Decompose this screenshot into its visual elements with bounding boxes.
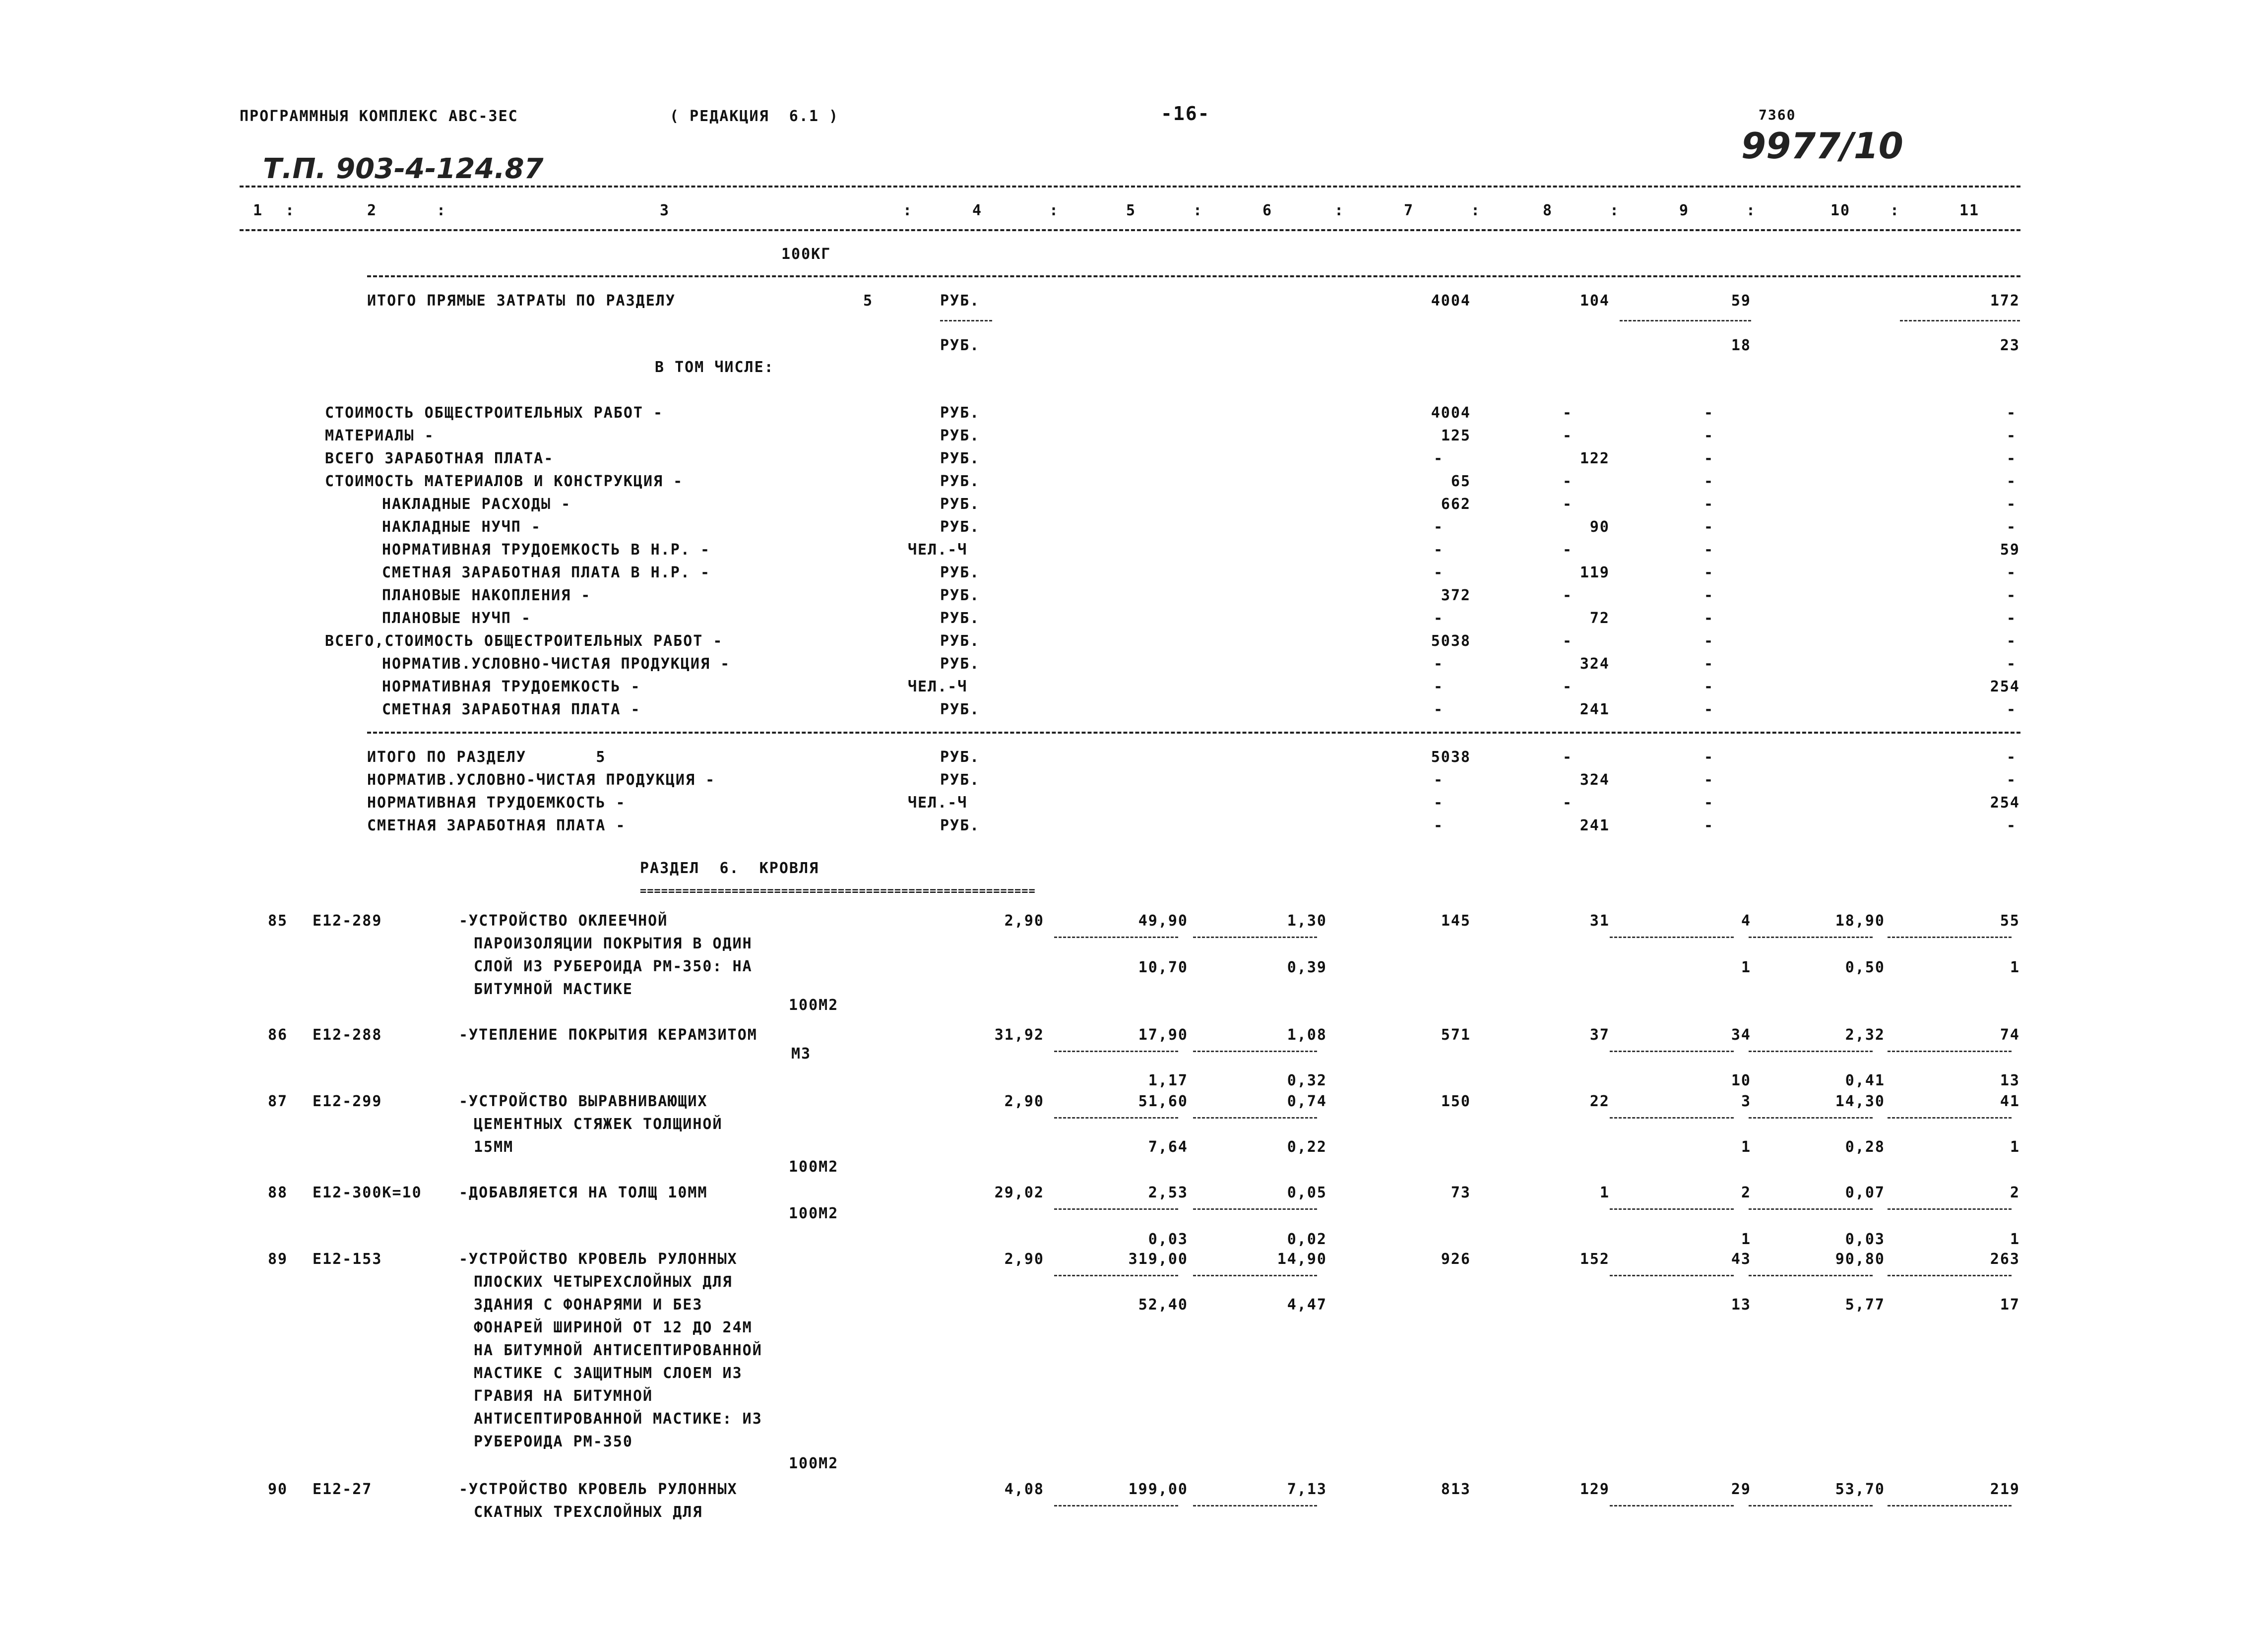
value-cell: - — [1704, 794, 1714, 812]
value-cell: - — [2007, 771, 2017, 789]
doc-code: Т.П. 903-4-124.87 — [263, 153, 544, 185]
underline-c6 — [1193, 1208, 1317, 1210]
summary-label: НОРМАТИВ.УСЛОВНО-ЧИСТАЯ ПРОДУКЦИЯ - — [367, 771, 716, 789]
value-cell: 18,90 — [1835, 912, 1885, 930]
value-cell: 74 — [2000, 1026, 2020, 1044]
value-cell: 1 — [1599, 1184, 1610, 1201]
item-description-line: МАСТИКЕ С ЗАЩИТНЫМ СЛОЕМ ИЗ — [474, 1365, 743, 1382]
value-cell: 1,17 — [1148, 1072, 1188, 1089]
breakdown-label: ПЛАНОВЫЕ НУЧП - — [382, 610, 531, 627]
breakdown-label: СТОИМОСТЬ МАТЕРИАЛОВ И КОНСТРУКЦИЯ - — [325, 473, 684, 490]
value-cell: - — [1704, 678, 1714, 695]
item-unit: 100М2 — [789, 1455, 839, 1472]
value-cell: 0,02 — [1287, 1231, 1327, 1248]
value-cell: 2,32 — [1845, 1026, 1885, 1044]
value-cell: 29 — [1731, 1481, 1751, 1498]
value-cell: 571 — [1441, 1026, 1471, 1044]
value-cell: 0,50 — [1845, 959, 1885, 976]
value-cell: 13 — [1731, 1296, 1751, 1314]
top-rule — [240, 186, 2020, 188]
unit-cell: РУБ. — [940, 564, 980, 581]
value-cell: - — [1434, 541, 1444, 559]
value-cell: - — [1704, 587, 1714, 604]
value-cell: - — [1434, 450, 1444, 467]
section6-underline: ======================================================== — [640, 886, 1036, 897]
value-cell: - — [1704, 817, 1714, 834]
value-cell: - — [1704, 655, 1714, 673]
value-cell: 5038 — [1431, 632, 1471, 650]
column-separator: : — [1193, 202, 1203, 219]
underline-c10 — [1749, 1208, 1873, 1210]
value-cell: 73 — [1450, 1184, 1471, 1201]
value-cell: - — [2007, 587, 2017, 604]
value-cell: - — [2007, 473, 2017, 490]
item-description-line: -УСТРОЙСТВО КРОВЕЛЬ РУЛОННЫХ — [459, 1481, 738, 1498]
value-cell: 4,47 — [1287, 1296, 1327, 1314]
unit-cell: РУБ. — [940, 632, 980, 650]
value-cell: 72 — [1589, 610, 1610, 627]
value-cell: - — [2007, 749, 2017, 766]
item-description-line: ЦЕМЕНТНЫХ СТЯЖЕК ТОЛЩИНОЙ — [474, 1116, 723, 1133]
column-separator: : — [1471, 202, 1481, 219]
item-number: 87 — [268, 1093, 288, 1110]
value-cell: - — [1704, 496, 1714, 513]
value-cell: - — [2007, 564, 2017, 581]
value-cell: 4004 — [1431, 404, 1471, 422]
value-cell: 199,00 — [1128, 1481, 1188, 1498]
value-cell: 3 — [1741, 1093, 1751, 1110]
column-number: 8 — [1543, 202, 1553, 219]
value-cell: 1 — [2010, 959, 2020, 976]
value-cell: 2 — [2010, 1184, 2020, 1201]
value-cell: 241 — [1579, 817, 1610, 834]
underline-c11 — [1888, 1505, 2012, 1506]
unit-cell: ЧЕЛ.-Ч — [908, 678, 968, 695]
value-cell: - — [1434, 771, 1444, 789]
archive-number: 9977/10 — [1741, 125, 1903, 167]
unit-cell: РУБ. — [940, 817, 980, 834]
value-cell: 125 — [1441, 427, 1471, 444]
underline-c6 — [1193, 1275, 1317, 1276]
value-cell: 2,90 — [1004, 1251, 1044, 1268]
unit-cell: РУБ. — [940, 587, 980, 604]
value-cell: 31 — [1589, 912, 1610, 930]
item-description-line: АНТИСЕПТИРОВАННОЙ МАСТИКЕ: ИЗ — [474, 1410, 762, 1428]
value-cell: 324 — [1579, 655, 1610, 673]
value-cell: - — [2007, 655, 2017, 673]
header-rule — [240, 229, 2020, 231]
underline-c9 — [1610, 1117, 1734, 1119]
breakdown-label: ВСЕГО ЗАРАБОТНАЯ ПЛАТА- — [325, 450, 554, 467]
item-code: Е12-299 — [313, 1093, 382, 1110]
summary-label: ИТОГО ПО РАЗДЕЛУ 5 — [367, 749, 606, 766]
unit-cell: РУБ. — [940, 496, 980, 513]
including-label: В ТОМ ЧИСЛЕ: — [655, 359, 774, 376]
underline-c10 — [1749, 1275, 1873, 1276]
value-cell: 14,30 — [1835, 1093, 1885, 1110]
value-cell: 2 — [1741, 1184, 1751, 1201]
value-cell: 0,07 — [1845, 1184, 1885, 1201]
value-cell: - — [1563, 496, 1573, 513]
underline-c6 — [1193, 1117, 1317, 1119]
value-cell: 152 — [1579, 1251, 1610, 1268]
underline-c6 — [1193, 1505, 1317, 1506]
value-cell: 0,03 — [1148, 1231, 1188, 1248]
value-cell: 29,02 — [994, 1184, 1044, 1201]
value-cell: 662 — [1441, 496, 1471, 513]
item-description-line: -ДОБАВЛЯЕТСЯ НА ТОЛЩ 10ММ — [459, 1184, 708, 1201]
value-cell: 0,03 — [1845, 1231, 1885, 1248]
value-cell: 4 — [1741, 912, 1751, 930]
unit-cell: РУБ. — [940, 655, 980, 673]
value-cell: - — [2007, 496, 2017, 513]
value-cell: 1 — [2010, 1138, 2020, 1156]
breakdown-label: НОРМАТИВ.УСЛОВНО-ЧИСТАЯ ПРОДУКЦИЯ - — [382, 655, 731, 673]
value-cell: - — [1563, 541, 1573, 559]
value-cell: 172 — [1990, 292, 2020, 310]
underline-c11 — [1888, 1117, 2012, 1119]
value-cell: 119 — [1579, 564, 1610, 581]
value-cell: - — [1563, 587, 1573, 604]
column-separator: : — [903, 202, 913, 219]
item-unit: 100М2 — [789, 997, 839, 1014]
item-unit: 100М2 — [789, 1205, 839, 1222]
item-description-line: 15ММ — [474, 1138, 514, 1156]
value-cell: 0,41 — [1845, 1072, 1885, 1089]
value-cell: 43 — [1731, 1251, 1751, 1268]
value-cell: 5038 — [1431, 749, 1471, 766]
value-cell: 10 — [1731, 1072, 1751, 1089]
underline-c6 — [1193, 1051, 1317, 1052]
value-cell: - — [2007, 632, 2017, 650]
value-cell: 31,92 — [994, 1026, 1044, 1044]
program-title: ПРОГРАММНЫЯ КОМПЛЕКС АВС-3ЕС — [240, 108, 518, 125]
column-number: 6 — [1262, 202, 1273, 219]
underline-c9 — [1620, 320, 1751, 321]
value-cell: 59 — [2000, 541, 2020, 559]
value-cell: 122 — [1579, 450, 1610, 467]
item-description-line: СЛОЙ ИЗ РУБЕРОИДА РМ-350: НА — [474, 958, 753, 975]
item-description-line: ПАРОИЗОЛЯЦИИ ПОКРЫТИЯ В ОДИН — [474, 935, 753, 952]
value-cell: 0,22 — [1287, 1138, 1327, 1156]
value-cell: 0,05 — [1287, 1184, 1327, 1201]
unit-cell: РУБ. — [940, 701, 980, 718]
column-number: 10 — [1830, 202, 1851, 219]
unit-cell: РУБ. — [940, 292, 980, 310]
value-cell: 18 — [1731, 337, 1751, 354]
value-cell: - — [1704, 473, 1714, 490]
value-cell: - — [1434, 655, 1444, 673]
value-cell: 37 — [1589, 1026, 1610, 1044]
item-description-line: ПЛОСКИХ ЧЕТЫРЕХСЛОЙНЫХ ДЛЯ — [474, 1273, 733, 1291]
value-cell: - — [1704, 427, 1714, 444]
item-number: 88 — [268, 1184, 288, 1201]
value-cell: 34 — [1731, 1026, 1751, 1044]
value-cell: - — [1434, 794, 1444, 812]
value-cell: 2,90 — [1004, 912, 1044, 930]
value-cell: - — [1704, 404, 1714, 422]
value-cell: - — [1704, 749, 1714, 766]
item-code: Е12-300К=10 — [313, 1184, 422, 1201]
value-cell: 104 — [1579, 292, 1610, 310]
underline-c11 — [1888, 937, 2012, 938]
value-cell: 0,39 — [1287, 959, 1327, 976]
item-description-line: -УСТРОЙСТВО КРОВЕЛЬ РУЛОННЫХ — [459, 1251, 738, 1268]
breakdown-label: МАТЕРИАЛЫ - — [325, 427, 435, 444]
item-number: 90 — [268, 1481, 288, 1498]
underline-c10 — [1749, 1051, 1873, 1052]
value-cell: 90,80 — [1835, 1251, 1885, 1268]
item-unit: М3 — [791, 1045, 812, 1063]
value-cell: 14,90 — [1277, 1251, 1327, 1268]
value-cell: - — [1704, 610, 1714, 627]
value-cell: 59 — [1731, 292, 1751, 310]
value-cell: - — [2007, 404, 2017, 422]
value-cell: - — [1563, 473, 1573, 490]
underline-c9 — [1610, 1505, 1734, 1506]
unit-cell: РУБ. — [940, 518, 980, 536]
page-number: -16- — [1161, 103, 1210, 125]
underline-c5 — [1054, 1275, 1178, 1276]
value-cell: 2,90 — [1004, 1093, 1044, 1110]
unit-cell: РУБ. — [940, 473, 980, 490]
section6-title: РАЗДЕЛ 6. КРОВЛЯ — [640, 860, 819, 877]
breakdown-label: СМЕТНАЯ ЗАРАБОТНАЯ ПЛАТА В Н.Р. - — [382, 564, 711, 581]
value-cell: 7,13 — [1287, 1481, 1327, 1498]
item-number: 85 — [268, 912, 288, 930]
value-cell: 90 — [1589, 518, 1610, 536]
value-cell: 7,64 — [1148, 1138, 1188, 1156]
breakdown-label: НОРМАТИВНАЯ ТРУДОЕМКОСТЬ В Н.Р. - — [382, 541, 711, 559]
value-cell: 52,40 — [1138, 1296, 1188, 1314]
value-cell: 17 — [2000, 1296, 2020, 1314]
underline-unit — [940, 320, 992, 321]
value-cell: - — [1563, 794, 1573, 812]
value-cell: - — [2007, 450, 2017, 467]
breakdown-label: ВСЕГО,СТОИМОСТЬ ОБЩЕСТРОИТЕЛЬНЫХ РАБОТ - — [325, 632, 723, 650]
section5-total-rule — [367, 275, 2020, 277]
value-cell: 145 — [1441, 912, 1471, 930]
column-separator: : — [1746, 202, 1757, 219]
value-cell: - — [1704, 564, 1714, 581]
unit-cell: ЧЕЛ.-Ч — [908, 541, 968, 559]
edition-label: ( РЕДАКЦИЯ 6.1 ) — [670, 108, 839, 125]
underline-c10 — [1749, 1117, 1873, 1119]
underline-c11 — [1900, 320, 2020, 321]
value-cell: 55 — [2000, 912, 2020, 930]
value-cell: - — [2007, 817, 2017, 834]
item-description-line: ГРАВИЯ НА БИТУМНОЙ — [474, 1387, 653, 1405]
underline-c9 — [1610, 1208, 1734, 1210]
value-cell: - — [1434, 701, 1444, 718]
underline-c9 — [1610, 1051, 1734, 1052]
item-code: Е12-288 — [313, 1026, 382, 1044]
item-description-line: СКАТНЫХ ТРЕХСЛОЙНЫХ ДЛЯ — [474, 1504, 703, 1521]
item-unit: 100М2 — [789, 1158, 839, 1176]
column-separator: : — [1049, 202, 1060, 219]
value-cell: 254 — [1990, 678, 2020, 695]
underline-c11 — [1888, 1275, 2012, 1276]
breakdown-rule — [367, 732, 2020, 734]
column-separator: : — [1334, 202, 1345, 219]
value-cell: 0,32 — [1287, 1072, 1327, 1089]
breakdown-label: НОРМАТИВНАЯ ТРУДОЕМКОСТЬ - — [382, 678, 641, 695]
value-cell: 4004 — [1431, 292, 1471, 310]
value-cell: 22 — [1589, 1093, 1610, 1110]
item-number: 86 — [268, 1026, 288, 1044]
value-cell: 0,28 — [1845, 1138, 1885, 1156]
value-cell: - — [1563, 632, 1573, 650]
value-cell: - — [1434, 564, 1444, 581]
value-cell: - — [2007, 518, 2017, 536]
value-cell: 51,60 — [1138, 1093, 1188, 1110]
value-cell: 0,74 — [1287, 1093, 1327, 1110]
unit-cell: РУБ. — [940, 337, 980, 354]
value-cell: - — [1563, 749, 1573, 766]
underline-c10 — [1749, 1505, 1873, 1506]
value-cell: 1,08 — [1287, 1026, 1327, 1044]
breakdown-label: НАКЛАДНЫЕ РАСХОДЫ - — [382, 496, 571, 513]
value-cell: 372 — [1441, 587, 1471, 604]
breakdown-label: ПЛАНОВЫЕ НАКОПЛЕНИЯ - — [382, 587, 591, 604]
value-cell: 41 — [2000, 1093, 2020, 1110]
value-cell: 65 — [1450, 473, 1471, 490]
column-number: 9 — [1679, 202, 1690, 219]
value-cell: 1 — [1741, 959, 1751, 976]
value-cell: 1,30 — [1287, 912, 1327, 930]
value-cell: 926 — [1441, 1251, 1471, 1268]
value-cell: 23 — [2000, 337, 2020, 354]
item-description-line: ЗДАНИЯ С ФОНАРЯМИ И БЕЗ — [474, 1296, 703, 1314]
total-label: ИТОГО ПРЯМЫЕ ЗАТРАТЫ ПО РАЗДЕЛУ — [367, 292, 676, 310]
value-cell: 10,70 — [1138, 959, 1188, 976]
value-cell: 319,00 — [1128, 1251, 1188, 1268]
column-number: 4 — [972, 202, 983, 219]
breakdown-label: СТОИМОСТЬ ОБЩЕСТРОИТЕЛЬНЫХ РАБОТ - — [325, 404, 664, 422]
item-description-line: -УТЕПЛЕНИЕ ПОКРЫТИЯ КЕРАМЗИТОМ — [459, 1026, 757, 1044]
value-cell: 2,53 — [1148, 1184, 1188, 1201]
item-description-line: БИТУМНОЙ МАСТИКЕ — [474, 981, 633, 998]
value-cell: - — [1704, 701, 1714, 718]
column-separator: : — [437, 202, 447, 219]
value-cell: - — [1704, 450, 1714, 467]
underline-c5 — [1054, 937, 1178, 938]
column-separator: : — [285, 202, 296, 219]
value-cell: - — [1434, 610, 1444, 627]
value-cell: 324 — [1579, 771, 1610, 789]
value-cell: - — [1563, 404, 1573, 422]
item-code: Е12-289 — [313, 912, 382, 930]
underline-c11 — [1888, 1208, 2012, 1210]
summary-label: НОРМАТИВНАЯ ТРУДОЕМКОСТЬ - — [367, 794, 626, 812]
unit-cell: РУБ. — [940, 749, 980, 766]
item-description-line: -УСТРОЙСТВО ВЫРАВНИВАЮЩИХ — [459, 1093, 708, 1110]
item-code: Е12-153 — [313, 1251, 382, 1268]
value-cell: 263 — [1990, 1251, 2020, 1268]
value-cell: - — [1704, 541, 1714, 559]
underline-c5 — [1054, 1051, 1178, 1052]
value-cell: - — [1704, 632, 1714, 650]
value-cell: - — [1704, 518, 1714, 536]
underline-c6 — [1193, 937, 1317, 938]
column-number: 3 — [660, 202, 670, 219]
value-cell: 53,70 — [1835, 1481, 1885, 1498]
breakdown-label: СМЕТНАЯ ЗАРАБОТНАЯ ПЛАТА - — [382, 701, 641, 718]
column-separator: : — [1610, 202, 1620, 219]
value-cell: - — [1434, 678, 1444, 695]
value-cell: 1 — [1741, 1138, 1751, 1156]
unit-cell: РУБ. — [940, 610, 980, 627]
underline-c5 — [1054, 1505, 1178, 1506]
item-number: 89 — [268, 1251, 288, 1268]
column-number: 11 — [1959, 202, 1980, 219]
underline-c5 — [1054, 1117, 1178, 1119]
item-code: Е12-27 — [313, 1481, 373, 1498]
value-cell: 1 — [2010, 1231, 2020, 1248]
underline-c11 — [1888, 1051, 2012, 1052]
value-cell: 241 — [1579, 701, 1610, 718]
item-description-line: ФОНАРЕЙ ШИРИНОЙ ОТ 12 ДО 24М — [474, 1319, 753, 1336]
value-cell: 150 — [1441, 1093, 1471, 1110]
value-cell: - — [2007, 701, 2017, 718]
value-cell: - — [2007, 610, 2017, 627]
column-number: 5 — [1126, 202, 1136, 219]
breakdown-label: НАКЛАДНЫЕ НУЧП - — [382, 518, 541, 536]
value-cell: - — [1434, 817, 1444, 834]
column-number: 1 — [253, 202, 263, 219]
column-separator: : — [1890, 202, 1900, 219]
value-cell: - — [1704, 771, 1714, 789]
underline-c10 — [1749, 937, 1873, 938]
value-cell: 4,08 — [1004, 1481, 1044, 1498]
underline-c9 — [1610, 1275, 1734, 1276]
summary-label: СМЕТНАЯ ЗАРАБОТНАЯ ПЛАТА - — [367, 817, 626, 834]
unit-cell: РУБ. — [940, 450, 980, 467]
unit-cell: РУБ. — [940, 427, 980, 444]
value-cell: 17,90 — [1138, 1026, 1188, 1044]
unit-cell: РУБ. — [940, 771, 980, 789]
unit-cell: ЧЕЛ.-Ч — [908, 794, 968, 812]
total-section-number: 5 — [863, 292, 874, 310]
column-number: 7 — [1404, 202, 1414, 219]
underline-c5 — [1054, 1208, 1178, 1210]
value-cell: 813 — [1441, 1481, 1471, 1498]
sheet-number: 7360 — [1759, 107, 1796, 123]
value-cell: - — [1563, 678, 1573, 695]
value-cell: - — [2007, 427, 2017, 444]
value-cell: - — [1563, 427, 1573, 444]
unit-cell: РУБ. — [940, 404, 980, 422]
value-cell: 219 — [1990, 1481, 2020, 1498]
item-description-line: РУБЕРОИДА РМ-350 — [474, 1433, 633, 1450]
value-cell: 254 — [1990, 794, 2020, 812]
column-number: 2 — [367, 202, 378, 219]
value-cell: 13 — [2000, 1072, 2020, 1089]
value-cell: 49,90 — [1138, 912, 1188, 930]
value-cell: - — [1434, 518, 1444, 536]
item-description-line: -УСТРОЙСТВО ОКЛЕЕЧНОЙ — [459, 912, 668, 930]
value-cell: 5,77 — [1845, 1296, 1885, 1314]
unit-label: 100КГ — [781, 246, 831, 263]
value-cell: 129 — [1579, 1481, 1610, 1498]
underline-c9 — [1610, 937, 1734, 938]
value-cell: 1 — [1741, 1231, 1751, 1248]
item-description-line: НА БИТУМНОЙ АНТИСЕПТИРОВАННОЙ — [474, 1342, 762, 1359]
